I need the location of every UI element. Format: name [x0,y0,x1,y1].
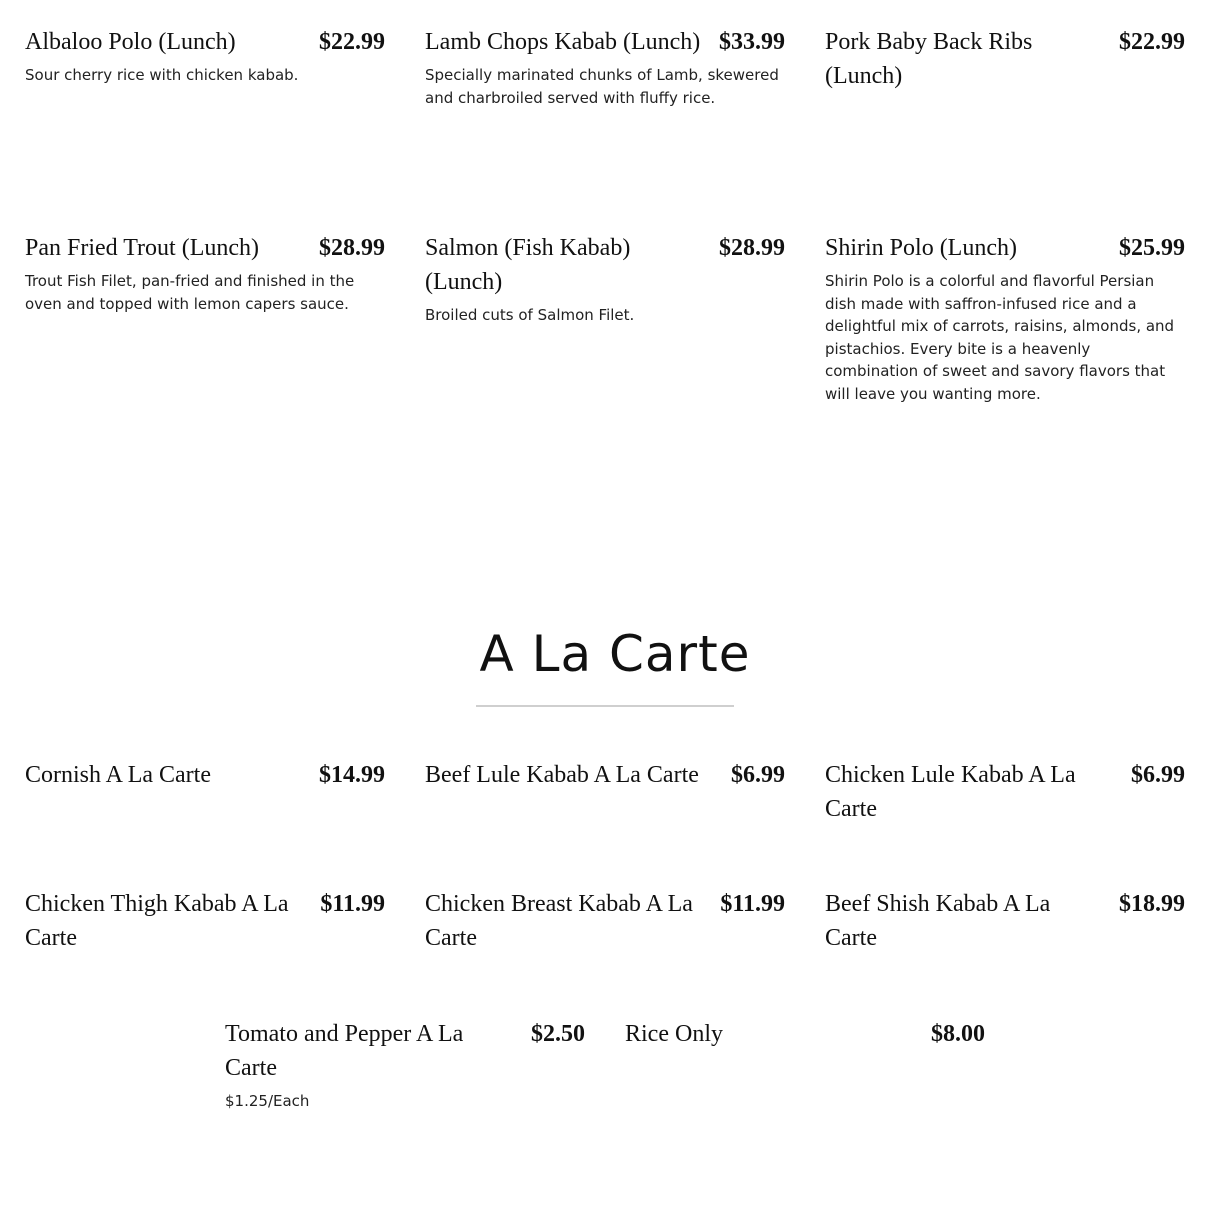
menu-item-albaloo-polo[interactable] [25,25,385,87]
item-price: $8.00 [931,1021,985,1047]
menu-item-chicken-breast-kabab[interactable] [425,887,785,955]
item-price: $22.99 [319,29,385,55]
menu-item-tomato-and-pepper[interactable] [225,1017,585,1113]
menu-item-pork-baby-back-ribs[interactable] [825,25,1185,93]
item-price: $2.50 [531,1021,585,1047]
item-price: $11.99 [720,891,785,917]
item-price: $22.99 [1119,29,1185,55]
menu-item-chicken-thigh-kabab[interactable] [25,887,385,955]
item-price: $25.99 [1119,235,1185,261]
item-price: $28.99 [719,235,785,261]
item-name: Pan Fried Trout (Lunch) [25,235,259,261]
item-description: Broiled cuts of Salmon Filet. [425,306,635,324]
menu-item-lamb-chops-kabab[interactable] [425,25,785,109]
item-name: Cornish A La Carte [25,762,211,788]
menu-item-beef-lule-kabab[interactable] [425,758,785,792]
item-name: Chicken Lule Kabab A La Carte [825,762,1076,822]
item-price: $33.99 [719,29,785,55]
menu-item-rice-only[interactable] [625,1017,985,1051]
item-name: Chicken Thigh Kabab A La Carte [25,891,289,951]
item-description: $1.25/Each [225,1092,310,1110]
section-divider [476,705,734,707]
item-price: $11.99 [320,891,385,917]
menu-item-chicken-lule-kabab[interactable] [825,758,1185,826]
item-name: Salmon (Fish Kabab) (Lunch) [425,235,631,295]
item-description: Sour cherry rice with chicken kabab. [25,66,299,84]
menu-item-cornish[interactable] [25,758,385,792]
item-name: Pork Baby Back Ribs (Lunch) [825,29,1033,89]
item-name: Beef Shish Kabab A La Carte [825,891,1051,951]
item-name: Shirin Polo (Lunch) [825,235,1017,261]
item-name: Albaloo Polo (Lunch) [25,29,236,55]
section-title: A La Carte [479,625,751,683]
item-name: Chicken Breast Kabab A La Carte [425,891,693,951]
item-description: Shirin Polo is a colorful and flavorful Persian dish made with saffron-infused rice and a delightful mix of carrots, raisins, almonds, and pistachios. Every bite is a heavenly combination of sweet and savory flavors that will leave you wanting more. [825,272,1175,403]
item-price: $14.99 [319,762,385,788]
menu-item-beef-shish-kabab[interactable] [825,887,1185,955]
item-price: $6.99 [731,762,785,788]
item-name: Lamb Chops Kabab (Lunch) [425,29,701,55]
item-price: $6.99 [1131,762,1185,788]
menu-item-pan-fried-trout[interactable] [25,231,385,315]
item-name: Tomato and Pepper A La Carte [225,1021,464,1081]
item-price: $18.99 [1119,891,1185,917]
item-price: $28.99 [319,235,385,261]
item-description: Trout Fish Filet, pan-fried and finished in the oven and topped with lemon capers sauce. [25,272,355,313]
menu-item-salmon-fish-kabab[interactable] [425,231,785,327]
item-name: Beef Lule Kabab A La Carte [425,762,699,788]
menu-item-shirin-polo[interactable] [825,231,1185,405]
item-description: Specially marinated chunks of Lamb, skewered and charbroiled served with fluffy rice. [425,66,779,107]
item-name: Rice Only [625,1021,723,1047]
